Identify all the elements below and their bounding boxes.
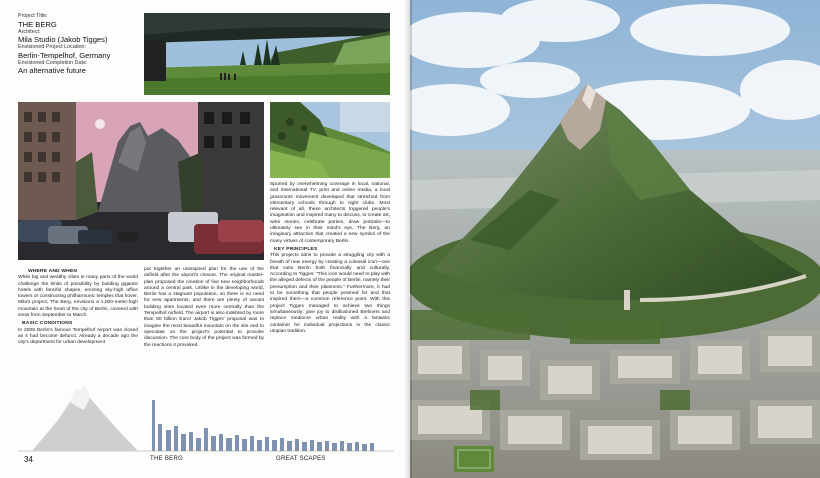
paragraph-where-and-when: While big and wealthy cities in many parts of the world challenge the limits of possibility by building gigantic hotels with fanciful shapes, erecting sky-high office towers or constructing philharmonic temples that hover, Mila's project, The Berg, envisions a 1,000-meter-high mountain at the heart of the city of Berlin, covered with snow from September to March. [18,275,138,319]
project-title: THE BERG [18,19,57,29]
heading-key-principles: KEY PRINCIPLES [274,246,318,252]
architect-name: Mila Studio (Jakob Tigges) [18,35,108,45]
project-info [18,13,140,75]
text-column-2 [144,267,264,350]
paragraph-masterplan: put together an uninspired plan for the use of the airfield after the airport's closure. The original master-plan proposed the creation of five new neighborhoods around a central park. Unlike in the developing world, Berlin has a stagnant population, so there is no need for new apartments, and there are plenty of vacant building sites located even more centrally than the Tempelhof Airfield. The airport is also indebted by more than 80 billion Euro! Jakob Tigges' proposal was to imagine the most beautiful mountain on the site and to speculate on the project's potential to provoke discussion. The core body of the project was formed by the reactions it provoked. [144,267,264,348]
heading-where-and-when: WHERE AND WHEN [28,269,78,274]
location-value: Berlin-Tempelhof, Germany [18,50,111,60]
aerial-mountain-image [410,0,820,478]
paragraph-basic-conditions: In 2008 Berlin's famous Tempelhof Airport was closed as it had become defunct. Already a decade ago the city's department for urban development [18,327,138,346]
right-page-aerial-rendering [410,0,820,478]
text-column-3 [270,182,390,336]
photo-street-mountain [18,102,264,260]
completion-value: An alternative future [18,66,86,76]
text-column-1 [18,267,138,348]
paragraph-key-principles: This projects aims to provide a struggling city with a breath of new energy by creating a colossal icon—one that suits Berlin both financially and culturally. According to Tigges: "This icon would need to play with the alleged defects of the people of Berlin, namely their presumption and their plainness." Furthermore, it had to be something that people yearned for and that inspired them—a common reference point. With this project Tigges managed to achieve two things simultaneously: give joy to disillusioned Berliners and replace mediocre urban reality with a fantastic container for individual projections in the classic utopian tradition. [270,253,390,334]
footer-section-title: THE BERG [150,456,184,462]
page-number: 34 [24,455,33,464]
architect-label: Architect: [18,28,41,35]
location-label: Envisioned Project Location: [18,44,87,51]
page-gutter [404,0,412,478]
paragraph-media-coverage: Spurred by overwhelming coverage in local, national, and international TV, print and online media, a local grassroots movement developed that stretched from elementary schools through to night clubs. Most relevant of all, these architects triggered people's imagination and inspired many to discuss, to create art, write stories, celebrate parties, draw portraits—to ultimately see in their mind's eye, The Berg, an imaginary attraction that created a new symbol of the many virtues of contemporary Berlin. [270,182,390,244]
footer-book-title: GREAT SCAPES [276,456,326,462]
photo-park-underpass [144,13,390,95]
heading-basic-conditions: BASIC CONDITIONS [22,321,73,327]
project-title-label: Project Title: [18,13,48,19]
height-comparison-graphic [18,380,394,452]
photo-green-slope [270,102,390,178]
completion-label: Envisioned Completion Date: [18,59,88,66]
